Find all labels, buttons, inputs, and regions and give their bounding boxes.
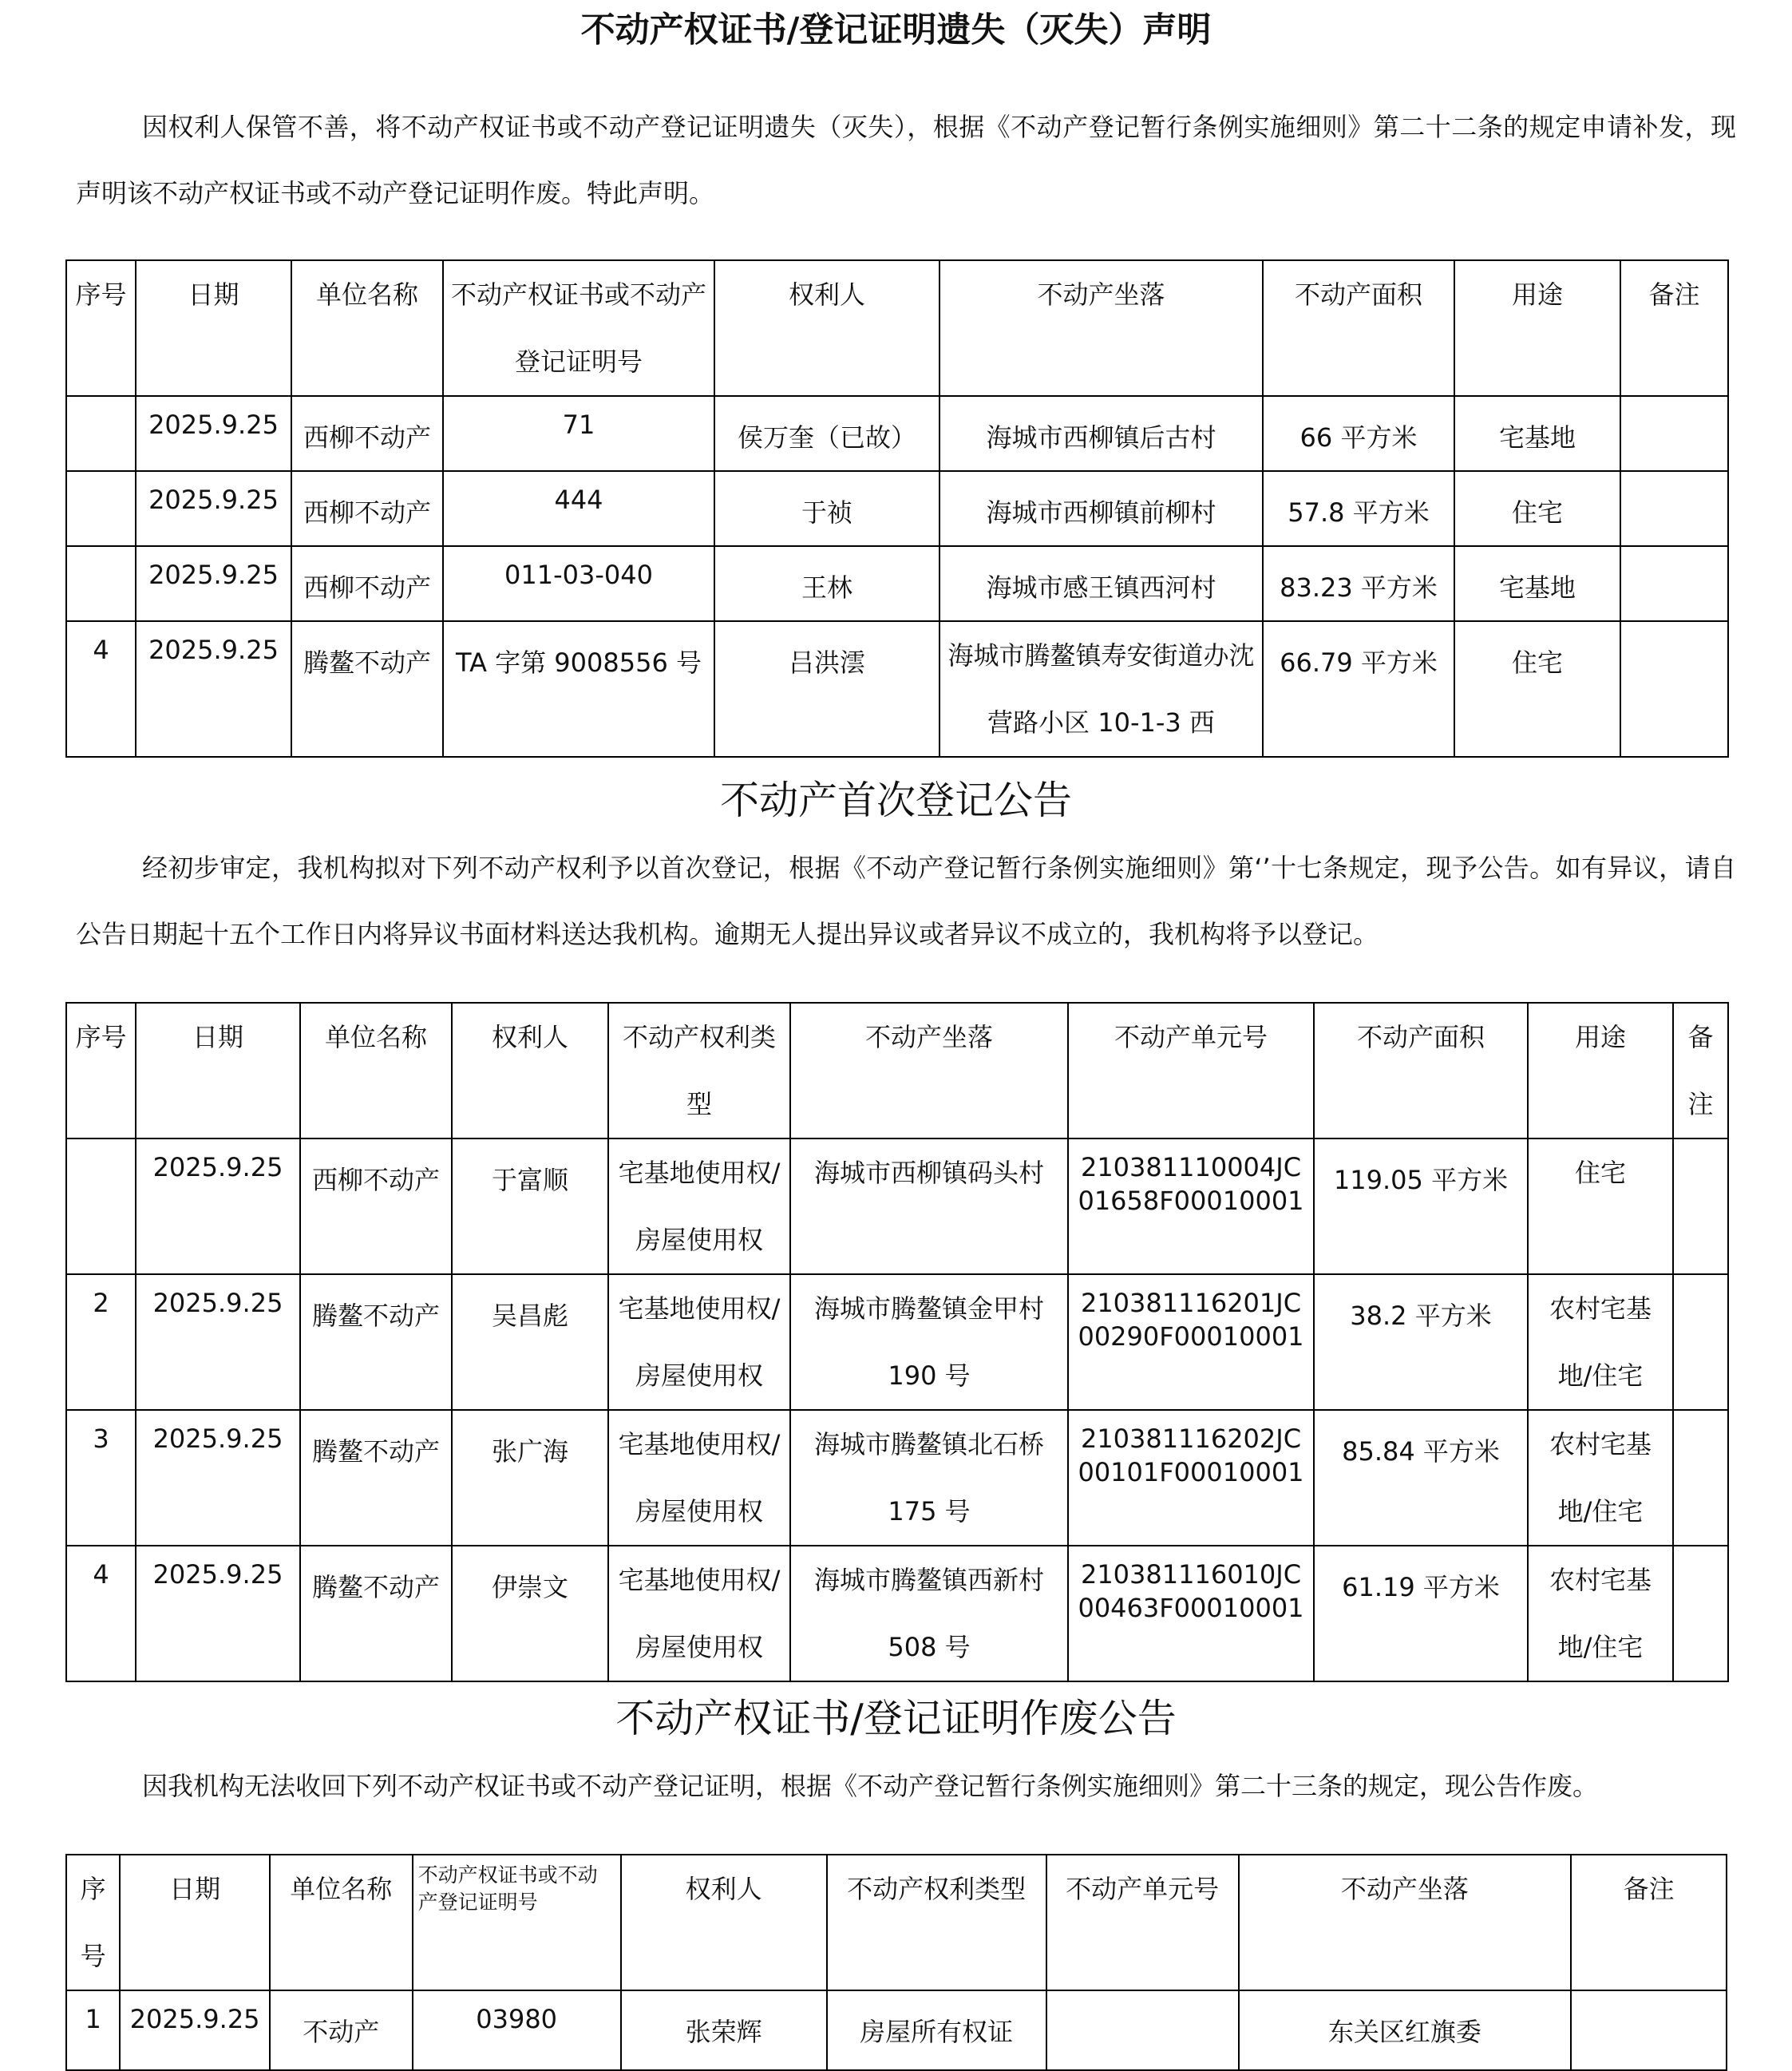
- cell-no: [66, 546, 136, 621]
- cell-unit: 腾鳌不动产: [300, 1410, 452, 1546]
- header-cell: 不动产面积: [1314, 1003, 1528, 1138]
- table-row: [66, 1274, 1728, 1410]
- cell-cert: TA 字第 9008556 号: [443, 621, 714, 757]
- cell-type: 宅基地使用权/房屋使用权: [608, 1410, 790, 1546]
- cell-location: 海城市西柳镇码头村: [790, 1138, 1068, 1274]
- cell-area: 61.19 平方米: [1314, 1546, 1528, 1681]
- cell-remark: [1620, 621, 1728, 757]
- cell-owner: 侯万奎（已故）: [714, 396, 940, 471]
- cell-location: 海城市感王镇西河村: [940, 546, 1263, 621]
- header-cell: 序号: [66, 1003, 136, 1138]
- table-row: [66, 471, 1728, 546]
- cell-date: 2025.9.25: [136, 1138, 300, 1274]
- table-row: [66, 1990, 1727, 2070]
- cell-area: 83.23 平方米: [1263, 546, 1454, 621]
- header-cell: 不动产单元号: [1068, 1003, 1314, 1138]
- cell-remark: [1571, 1990, 1727, 2070]
- lost-certificate-table: [65, 259, 1729, 758]
- header-cell: 日期: [120, 1855, 270, 1990]
- cell-use: 农村宅基地/住宅: [1528, 1410, 1673, 1546]
- section1-paragraph: 因权利人保管不善，将不动产权证书或不动产登记证明遗失（灭失），根据《不动产登记暂行条例实施细则》第二十二条的规定申请补发，现声明该不动产权证书或不动产登记证明作废。特此声明。: [76, 112, 1736, 208]
- cell-unit: 腾鳌不动产: [291, 621, 443, 757]
- header-cell: 不动产坐落: [790, 1003, 1068, 1138]
- cell-use: 住宅: [1454, 471, 1620, 546]
- first-registration-table: [65, 1002, 1729, 1682]
- header-cell: 不动产权利类型: [827, 1855, 1046, 1990]
- cell-no: 2: [66, 1274, 136, 1410]
- cell-cert: 03980: [413, 1990, 621, 2070]
- cell-no: 3: [66, 1410, 136, 1546]
- cell-location: 海城市西柳镇后古村: [940, 396, 1263, 471]
- cell-owner: 于富顺: [452, 1138, 608, 1274]
- cell-type: 宅基地使用权/房屋使用权: [608, 1138, 790, 1274]
- table-header-row: [66, 260, 1728, 396]
- cell-no: 4: [66, 1546, 136, 1681]
- header-cell: 单位名称: [300, 1003, 452, 1138]
- cell-date: 2025.9.25: [136, 471, 291, 546]
- cell-no: 4: [66, 621, 136, 757]
- header-cell: 权利人: [452, 1003, 608, 1138]
- header-cell: 日期: [136, 1003, 300, 1138]
- header-cell: 权利人: [621, 1855, 827, 1990]
- section2-paragraph: 经初步审定，我机构拟对下列不动产权利予以首次登记，根据《不动产登记暂行条例实施细则》第‘’十七条规定，现予公告。如有异议，请自公告日期起十五个工作日内将异议书面材料送达我机构。逾期无人提出异议或者异议不成立的，我机构将予以登记。: [76, 853, 1736, 949]
- header-cell: 不动产坐落: [940, 260, 1263, 396]
- cell-unit: 不动产: [270, 1990, 413, 2070]
- cell-unit: 腾鳌不动产: [300, 1274, 452, 1410]
- header-cell: 不动产权证书或不动产登记证明号: [443, 260, 714, 396]
- cell-date: 2025.9.25: [136, 1410, 300, 1546]
- header-cell: 日期: [136, 260, 291, 396]
- cell-remark: [1673, 1546, 1728, 1681]
- cell-unit: 腾鳌不动产: [300, 1546, 452, 1681]
- cell-type: 宅基地使用权/房屋使用权: [608, 1274, 790, 1410]
- cell-use: 住宅: [1528, 1138, 1673, 1274]
- cell-type: 房屋所有权证: [827, 1990, 1046, 2070]
- cell-use: 宅基地: [1454, 546, 1620, 621]
- header-cell: 序号: [66, 260, 136, 396]
- cell-unitno: 210381110004JC01658F00010001: [1068, 1138, 1314, 1274]
- cell-owner: 伊崇文: [452, 1546, 608, 1681]
- cell-location: 海城市腾鳌镇金甲村 190 号: [790, 1274, 1068, 1410]
- cell-no: [66, 471, 136, 546]
- cell-use: 农村宅基地/住宅: [1528, 1546, 1673, 1681]
- header-cell: 不动产面积: [1263, 260, 1454, 396]
- cell-date: 2025.9.25: [120, 1990, 270, 2070]
- void-certificate-table: [65, 1854, 1727, 2071]
- cell-owner: 吴昌彪: [452, 1274, 608, 1410]
- cell-location: 海城市腾鳌镇北石桥 175 号: [790, 1410, 1068, 1546]
- cell-no: [66, 396, 136, 471]
- cell-location: 海城市西柳镇前柳村: [940, 471, 1263, 546]
- cell-location: 东关区红旗委: [1239, 1990, 1572, 2070]
- cell-area: 66 平方米: [1263, 396, 1454, 471]
- cell-location: 海城市腾鳌镇寿安街道办沈营路小区 10-1-3 西: [940, 621, 1263, 757]
- cell-unitno: [1046, 1990, 1239, 2070]
- header-cell: 用途: [1528, 1003, 1673, 1138]
- cell-area: 85.84 平方米: [1314, 1410, 1528, 1546]
- header-cell: 单位名称: [270, 1855, 413, 1990]
- table-row: [66, 621, 1728, 757]
- section3-title: 不动产权证书/登记证明作废公告: [615, 1696, 1177, 1741]
- table-row: [66, 1410, 1728, 1546]
- cell-location: 海城市腾鳌镇西新村 508 号: [790, 1546, 1068, 1681]
- section3-paragraph: 因我机构无法收回下列不动产权证书或不动产登记证明，根据《不动产登记暂行条例实施细则》第二十三条的规定，现公告作废。: [142, 1771, 1599, 1801]
- header-cell: 不动产坐落: [1239, 1855, 1572, 1990]
- cell-date: 2025.9.25: [136, 621, 291, 757]
- cell-date: 2025.9.25: [136, 1546, 300, 1681]
- header-cell: 不动产权证书或不动产登记证明号: [413, 1855, 621, 1990]
- header-cell: 不动产权利类型: [608, 1003, 790, 1138]
- cell-owner: 王林: [714, 546, 940, 621]
- cell-type: 宅基地使用权/房屋使用权: [608, 1546, 790, 1681]
- cell-unitno: 210381116201JC00290F00010001: [1068, 1274, 1314, 1410]
- cell-use: 住宅: [1454, 621, 1620, 757]
- header-cell: 单位名称: [291, 260, 443, 396]
- cell-area: 119.05 平方米: [1314, 1138, 1528, 1274]
- cell-remark: [1673, 1138, 1728, 1274]
- cell-use: 农村宅基地/住宅: [1528, 1274, 1673, 1410]
- table-header-row: [66, 1003, 1728, 1138]
- cell-owner: 于祯: [714, 471, 940, 546]
- table-row: [66, 546, 1728, 621]
- cell-cert: 71: [443, 396, 714, 471]
- section1-title: 不动产权证书/登记证明遗失（灭失）声明: [580, 10, 1212, 50]
- cell-cert: 011-03-040: [443, 546, 714, 621]
- cell-unit: 西柳不动产: [300, 1138, 452, 1274]
- section2-title: 不动产首次登记公告: [719, 778, 1072, 823]
- cell-unit: 西柳不动产: [291, 546, 443, 621]
- cell-remark: [1620, 471, 1728, 546]
- cell-owner: 张广海: [452, 1410, 608, 1546]
- header-cell: 不动产单元号: [1046, 1855, 1239, 1990]
- cell-remark: [1620, 396, 1728, 471]
- table-row: [66, 1138, 1728, 1274]
- cell-area: 66.79 平方米: [1263, 621, 1454, 757]
- cell-date: 2025.9.25: [136, 396, 291, 471]
- cell-unit: 西柳不动产: [291, 471, 443, 546]
- table-row: [66, 1546, 1728, 1681]
- cell-unit: 西柳不动产: [291, 396, 443, 471]
- header-cell: 序号: [66, 1855, 120, 1990]
- cell-no: [66, 1138, 136, 1274]
- table-header-row: [66, 1855, 1727, 1990]
- cell-no: 1: [66, 1990, 120, 2070]
- cell-date: 2025.9.25: [136, 1274, 300, 1410]
- cell-owner: 张荣辉: [621, 1990, 827, 2070]
- header-cell: 备注: [1620, 260, 1728, 396]
- cell-date: 2025.9.25: [136, 546, 291, 621]
- cell-cert: 444: [443, 471, 714, 546]
- cell-unitno: 210381116010JC00463F00010001: [1068, 1546, 1314, 1681]
- header-cell: 备注: [1673, 1003, 1728, 1138]
- cell-remark: [1673, 1410, 1728, 1546]
- cell-use: 宅基地: [1454, 396, 1620, 471]
- header-cell: 用途: [1454, 260, 1620, 396]
- cell-area: 38.2 平方米: [1314, 1274, 1528, 1410]
- cell-area: 57.8 平方米: [1263, 471, 1454, 546]
- header-cell: 权利人: [714, 260, 940, 396]
- cell-unitno: 210381116202JC00101F00010001: [1068, 1410, 1314, 1546]
- cell-remark: [1620, 546, 1728, 621]
- cell-owner: 吕洪澐: [714, 621, 940, 757]
- cell-remark: [1673, 1274, 1728, 1410]
- header-cell: 备注: [1571, 1855, 1727, 1990]
- table-row: [66, 396, 1728, 471]
